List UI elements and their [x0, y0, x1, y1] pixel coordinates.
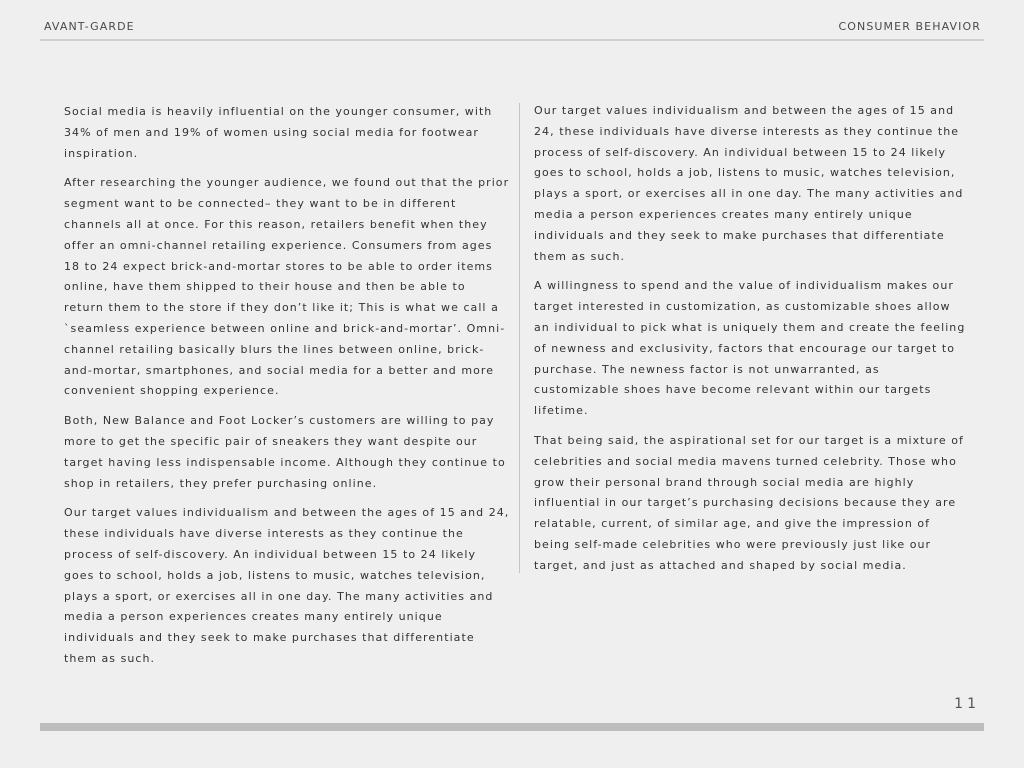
paragraph: A willingness to spend and the value of individualism makes our target interested in customization, as customizable shoes allow an individual to pick what is uniquely them and create the feeling of newness and exclusivity, factors that encourage our target to purchase. The newness factor is not unwarranted, as customizable shoes have become relevant within our targets lifetime.: [534, 279, 966, 418]
column-divider: [519, 103, 520, 573]
paragraph: That being said, the aspirational set for our target is a mixture of celebrities and social media mavens turned celebrity. Those who grow their personal brand through social media are highly influential in our target’s purchasing decisions because they are relatable, current, of similar age, and give the impression of being self-made celebrities who were previously just like our target, and just as attached and shaped by social media.: [534, 433, 964, 572]
right-text-column: [534, 101, 966, 586]
section-title: CONSUMER BEHAVIOR: [838, 20, 981, 33]
header-divider: [40, 39, 984, 41]
footer-bar: [40, 723, 984, 731]
paragraph: Our target values individualism and between the ages of 15 and 24, these individuals have diverse interests as they continue the process of self-discovery. An individual between 15 to 24 likely goes to school, holds a job, listens to music, watches television, plays a sport, or exercises all in one day. The many activities and media a person experiences creates many entirely unique individuals and they seek to make purchases that differentiate them as such.: [534, 104, 964, 263]
paragraph: Social media is heavily influential on the younger consumer, with 34% of men and 19% of women using social media for footwear inspiration.: [64, 105, 493, 160]
paragraph: Both, New Balance and Foot Locker’s customers are willing to pay more to get the specific pair of sneakers they want despite our target having less indispensable income. Although they continue to shop in retailers, they prefer purchasing online.: [64, 414, 506, 490]
publication-title: AVANT-GARDE: [44, 20, 135, 33]
paragraph: After researching the younger audience, we found out that the prior segment want to be connected– they want to be in different channels all at once. For this reason, retailers benefit when they offer an omni-channel retailing experience. Consumers from ages 18 to 24 expect brick-and-mortar stores to be able to order items online, have them shipped to their house and then be able to return them to the store if they don’t like it; This is what we call a `seamless experience between online and brick-and-mortar’. Omni-channel retailing basically blurs the lines between online, brick-and-mortar, smartphones, and social media for a better and more convenient shopping experience.: [64, 176, 510, 398]
paragraph: Our target values individualism and between the ages of 15 and 24, these individuals have diverse interests as they continue the process of self-discovery. An individual between 15 to 24 likely goes to school, holds a job, listens to music, watches television, plays a sport, or exercises all in one day. The many activities and media a person experiences creates many entirely unique individuals and they seek to make purchases that differentiate them as such.: [64, 506, 510, 665]
left-text-column: [64, 102, 510, 679]
page-number: 11: [954, 696, 980, 712]
